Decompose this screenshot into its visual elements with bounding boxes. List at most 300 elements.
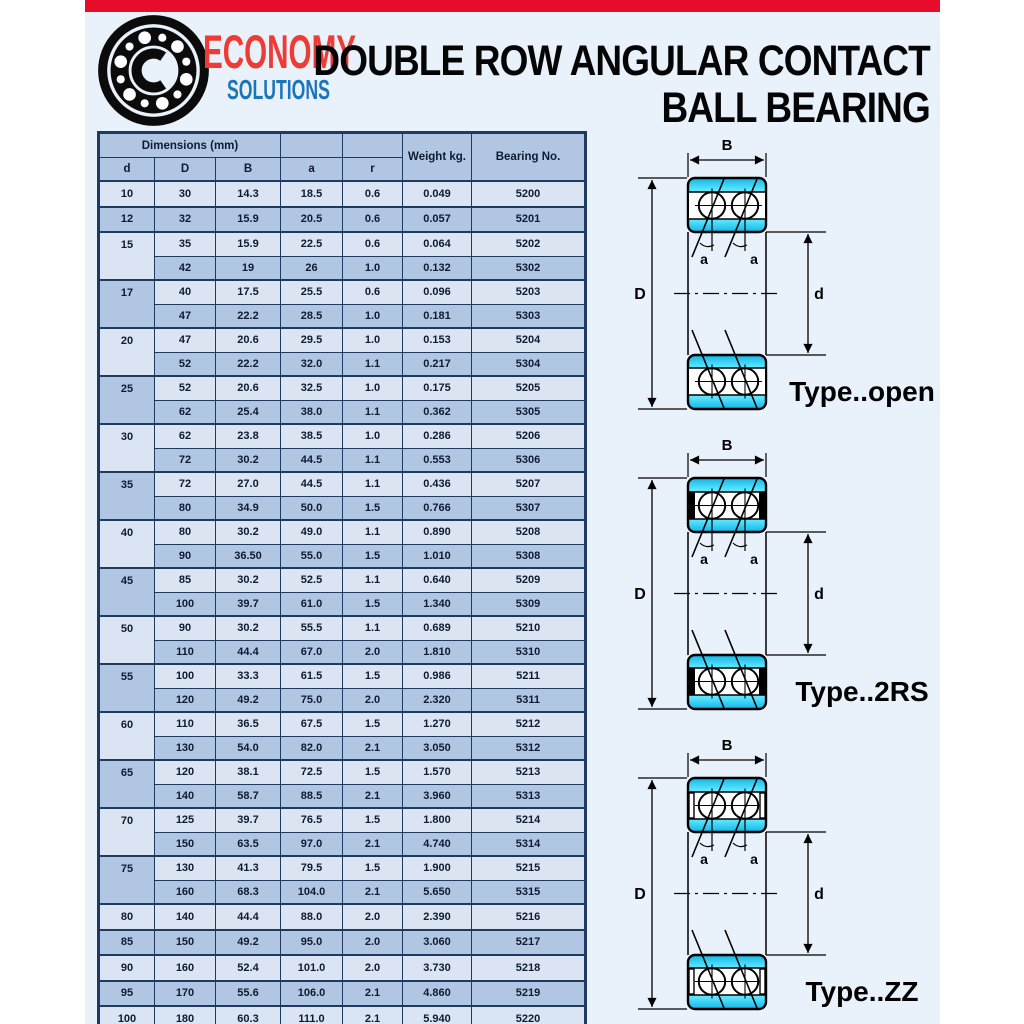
table-row (99, 207, 586, 233)
cell-a: 67.5 (281, 712, 343, 736)
cell-B: 58.7 (216, 784, 281, 808)
cell-r: 1.1 (343, 352, 403, 376)
cell-a: 25.5 (281, 280, 343, 304)
cell-bearing-no: 5313 (472, 784, 586, 808)
cell-d-value: 50 (120, 622, 134, 635)
cell-d (99, 808, 155, 856)
cell-B: 30.2 (216, 448, 281, 472)
dim-label-d: d (814, 886, 824, 903)
cell-d (99, 280, 155, 328)
cell-D: 130 (155, 736, 216, 760)
table-row (99, 981, 586, 1007)
cell-a: 44.5 (281, 472, 343, 496)
cell-d-value: 80 (120, 910, 134, 923)
cell-d-value: 20 (120, 334, 134, 347)
cell-bearing-no: 5209 (472, 568, 586, 592)
cell-d (99, 616, 155, 664)
cell-r: 2.0 (343, 904, 403, 930)
cell-D: 160 (155, 955, 216, 981)
cell-bearing-no: 5203 (472, 280, 586, 304)
cell-B: 36.5 (216, 712, 281, 736)
cell-B: 22.2 (216, 352, 281, 376)
cell-bearing-no: 5315 (472, 880, 586, 904)
cell-r: 2.0 (343, 640, 403, 664)
header-col-a: a (281, 158, 343, 182)
cell-bearing-no: 5219 (472, 981, 586, 1007)
cell-weight: 0.057 (403, 207, 472, 233)
cell-weight: 0.132 (403, 256, 472, 280)
cell-B: 52.4 (216, 955, 281, 981)
cell-a: 20.5 (281, 207, 343, 233)
cell-weight: 0.286 (403, 424, 472, 448)
cell-B: 23.8 (216, 424, 281, 448)
table-row (99, 328, 586, 352)
dim-label-B: B (721, 137, 733, 154)
cell-a: 76.5 (281, 808, 343, 832)
cell-d (99, 207, 155, 233)
cell-B: 55.6 (216, 981, 281, 1007)
cell-a: 32.5 (281, 376, 343, 400)
cell-weight: 2.390 (403, 904, 472, 930)
cell-d-value: 45 (120, 574, 134, 587)
cell-D: 110 (155, 712, 216, 736)
cell-a: 18.5 (281, 181, 343, 207)
cell-bearing-no: 5218 (472, 955, 586, 981)
table-row (99, 955, 586, 981)
cell-d (99, 1006, 155, 1024)
type-label: Type..open (789, 376, 935, 407)
cell-a: 50.0 (281, 496, 343, 520)
cell-r: 1.5 (343, 592, 403, 616)
table-row (99, 760, 586, 784)
cell-d (99, 472, 155, 520)
dim-label-d: d (814, 286, 824, 303)
page-title-line2: BALL BEARING (661, 84, 930, 132)
table-row (99, 664, 586, 688)
dim-label-d: d (814, 586, 824, 603)
table-row (99, 736, 586, 760)
cell-D: 130 (155, 856, 216, 880)
cell-weight: 1.570 (403, 760, 472, 784)
table-row (99, 930, 586, 956)
table-header (99, 133, 586, 182)
cell-weight: 1.900 (403, 856, 472, 880)
header-empty-r (343, 133, 403, 158)
cell-a: 88.5 (281, 784, 343, 808)
diagram-type-zz (630, 733, 940, 1024)
cell-d-value: 90 (120, 961, 134, 974)
table-row (99, 472, 586, 496)
cell-B: 27.0 (216, 472, 281, 496)
cell-D: 140 (155, 904, 216, 930)
cell-d-value: 40 (120, 526, 134, 539)
cell-d (99, 664, 155, 712)
cell-weight: 0.064 (403, 232, 472, 256)
cell-weight: 0.553 (403, 448, 472, 472)
cell-a: 61.0 (281, 592, 343, 616)
cell-a: 106.0 (281, 981, 343, 1007)
cell-D: 100 (155, 664, 216, 688)
cell-d-value: 100 (117, 1012, 137, 1024)
cell-B: 20.6 (216, 328, 281, 352)
cell-D: 72 (155, 448, 216, 472)
cell-D: 47 (155, 304, 216, 328)
cell-d-value: 60 (120, 718, 134, 731)
table-row (99, 448, 586, 472)
cell-weight: 1.010 (403, 544, 472, 568)
cell-a: 38.5 (281, 424, 343, 448)
cell-B: 20.6 (216, 376, 281, 400)
cell-bearing-no: 5211 (472, 664, 586, 688)
cell-B: 15.9 (216, 207, 281, 233)
cell-weight: 0.153 (403, 328, 472, 352)
cell-weight: 0.362 (403, 400, 472, 424)
cell-d-value: 55 (120, 670, 134, 683)
cell-a: 61.5 (281, 664, 343, 688)
cell-a: 95.0 (281, 930, 343, 956)
cell-B: 36.50 (216, 544, 281, 568)
cell-r: 1.1 (343, 520, 403, 544)
cell-weight: 0.436 (403, 472, 472, 496)
cell-weight: 4.740 (403, 832, 472, 856)
cell-D: 52 (155, 376, 216, 400)
cell-bearing-no: 5207 (472, 472, 586, 496)
top-red-bar (85, 0, 940, 12)
cell-weight: 1.800 (403, 808, 472, 832)
cell-a: 32.0 (281, 352, 343, 376)
cell-r: 1.0 (343, 328, 403, 352)
table-row (99, 640, 586, 664)
cell-B: 19 (216, 256, 281, 280)
cell-bearing-no: 5311 (472, 688, 586, 712)
cell-B: 34.9 (216, 496, 281, 520)
cell-weight: 0.986 (403, 664, 472, 688)
cell-weight: 4.860 (403, 981, 472, 1007)
cell-bearing-no: 5220 (472, 1006, 586, 1024)
cell-weight: 0.217 (403, 352, 472, 376)
cell-r: 2.0 (343, 688, 403, 712)
cell-B: 25.4 (216, 400, 281, 424)
cell-B: 14.3 (216, 181, 281, 207)
cell-a: 75.0 (281, 688, 343, 712)
table-row (99, 832, 586, 856)
diagram-type-2rs (630, 433, 940, 725)
cell-weight: 1.270 (403, 712, 472, 736)
cell-bearing-no: 5306 (472, 448, 586, 472)
table-row (99, 904, 586, 930)
cell-D: 52 (155, 352, 216, 376)
cell-a: 97.0 (281, 832, 343, 856)
table-row (99, 232, 586, 256)
cell-bearing-no: 5216 (472, 904, 586, 930)
cell-a: 67.0 (281, 640, 343, 664)
cell-r: 2.1 (343, 880, 403, 904)
table-row (99, 400, 586, 424)
cell-bearing-no: 5212 (472, 712, 586, 736)
cell-weight: 1.810 (403, 640, 472, 664)
cell-bearing-no: 5215 (472, 856, 586, 880)
table-row (99, 856, 586, 880)
table-row (99, 256, 586, 280)
cell-r: 1.1 (343, 472, 403, 496)
cell-bearing-no: 5217 (472, 930, 586, 956)
dim-label-B: B (721, 437, 733, 454)
cell-weight: 5.940 (403, 1006, 472, 1024)
cell-D: 110 (155, 640, 216, 664)
cell-d (99, 981, 155, 1007)
cell-d (99, 904, 155, 930)
cell-D: 90 (155, 544, 216, 568)
cell-B: 68.3 (216, 880, 281, 904)
cell-bearing-no: 5309 (472, 592, 586, 616)
angle-label: a (700, 551, 708, 567)
cell-D: 47 (155, 328, 216, 352)
cell-weight: 0.766 (403, 496, 472, 520)
cell-r: 2.1 (343, 736, 403, 760)
cell-r: 2.1 (343, 1006, 403, 1024)
cell-B: 41.3 (216, 856, 281, 880)
ball-bearing-logo-icon (97, 14, 210, 127)
cell-D: 90 (155, 616, 216, 640)
cell-d-value: 65 (120, 766, 134, 779)
cell-B: 30.2 (216, 520, 281, 544)
cell-D: 35 (155, 232, 216, 256)
cell-D: 80 (155, 496, 216, 520)
cell-D: 80 (155, 520, 216, 544)
cell-weight: 1.340 (403, 592, 472, 616)
cell-d-value: 25 (120, 382, 134, 395)
cell-D: 180 (155, 1006, 216, 1024)
cell-r: 2.0 (343, 955, 403, 981)
cell-weight: 3.960 (403, 784, 472, 808)
brand-subname: SOLUTIONS (227, 74, 330, 105)
cell-weight: 0.049 (403, 181, 472, 207)
cell-weight: 5.650 (403, 880, 472, 904)
cell-B: 30.2 (216, 616, 281, 640)
cell-d (99, 520, 155, 568)
angle-label: a (700, 851, 708, 867)
cell-D: 40 (155, 280, 216, 304)
cell-a: 72.5 (281, 760, 343, 784)
cell-r: 1.5 (343, 544, 403, 568)
cell-r: 1.0 (343, 304, 403, 328)
cell-a: 79.5 (281, 856, 343, 880)
table-body (99, 181, 586, 1024)
cell-weight: 0.640 (403, 568, 472, 592)
cell-r: 1.5 (343, 760, 403, 784)
angle-label: a (700, 251, 708, 267)
cell-bearing-no: 5303 (472, 304, 586, 328)
cell-d-value: 30 (120, 430, 134, 443)
cell-bearing-no: 5312 (472, 736, 586, 760)
cell-d (99, 232, 155, 280)
cell-bearing-no: 5314 (472, 832, 586, 856)
cell-d (99, 712, 155, 760)
cell-d-value: 10 (120, 187, 134, 200)
cell-B: 33.3 (216, 664, 281, 688)
table-row (99, 592, 586, 616)
cell-d (99, 376, 155, 424)
header-bearing-no: Bearing No. (472, 133, 586, 182)
cell-r: 0.6 (343, 181, 403, 207)
page-title (313, 38, 930, 132)
cell-r: 1.1 (343, 400, 403, 424)
cell-a: 38.0 (281, 400, 343, 424)
table-row (99, 616, 586, 640)
cell-weight: 0.096 (403, 280, 472, 304)
bearing-spec-table (97, 131, 587, 1024)
cell-d-value: 12 (120, 213, 134, 226)
header-dimensions: Dimensions (mm) (99, 133, 281, 158)
cell-r: 1.5 (343, 856, 403, 880)
cell-B: 60.3 (216, 1006, 281, 1024)
cell-B: 54.0 (216, 736, 281, 760)
cell-r: 1.5 (343, 712, 403, 736)
cell-bearing-no: 5214 (472, 808, 586, 832)
dim-label-D: D (634, 586, 646, 603)
cell-weight: 3.050 (403, 736, 472, 760)
table-row (99, 496, 586, 520)
cell-B: 17.5 (216, 280, 281, 304)
header-col-r: r (343, 158, 403, 182)
cell-weight: 3.730 (403, 955, 472, 981)
cell-bearing-no: 5205 (472, 376, 586, 400)
cell-weight: 3.060 (403, 930, 472, 956)
cell-d (99, 930, 155, 956)
cell-d-value: 85 (120, 936, 134, 949)
cell-D: 150 (155, 832, 216, 856)
table-row (99, 808, 586, 832)
cell-B: 49.2 (216, 930, 281, 956)
dim-label-D: D (634, 286, 646, 303)
cell-bearing-no: 5202 (472, 232, 586, 256)
cell-B: 15.9 (216, 232, 281, 256)
cell-B: 39.7 (216, 592, 281, 616)
cell-D: 42 (155, 256, 216, 280)
table-row (99, 520, 586, 544)
cell-a: 26 (281, 256, 343, 280)
header-col-B: B (216, 158, 281, 182)
cell-B: 63.5 (216, 832, 281, 856)
cell-r: 1.0 (343, 256, 403, 280)
cell-a: 82.0 (281, 736, 343, 760)
header-col-D: D (155, 158, 216, 182)
cell-r: 2.1 (343, 832, 403, 856)
cell-d-value: 75 (120, 862, 134, 875)
cell-r: 1.5 (343, 496, 403, 520)
cell-r: 0.6 (343, 280, 403, 304)
cell-bearing-no: 5206 (472, 424, 586, 448)
table-row (99, 424, 586, 448)
cell-D: 72 (155, 472, 216, 496)
cell-a: 29.5 (281, 328, 343, 352)
cell-r: 1.1 (343, 616, 403, 640)
brand-name: ECONOMY (203, 25, 357, 78)
cell-D: 30 (155, 181, 216, 207)
cell-r: 0.6 (343, 232, 403, 256)
cell-d (99, 181, 155, 207)
cell-r: 0.6 (343, 207, 403, 233)
cell-D: 85 (155, 568, 216, 592)
cell-B: 44.4 (216, 904, 281, 930)
cell-weight: 0.689 (403, 616, 472, 640)
cell-r: 1.1 (343, 448, 403, 472)
cell-d (99, 955, 155, 981)
cell-r: 1.1 (343, 568, 403, 592)
cell-r: 2.0 (343, 930, 403, 956)
cell-bearing-no: 5307 (472, 496, 586, 520)
angle-label: a (750, 551, 758, 567)
cell-bearing-no: 5213 (472, 760, 586, 784)
table-row (99, 712, 586, 736)
cell-d-value: 95 (120, 987, 134, 1000)
cell-B: 22.2 (216, 304, 281, 328)
table-row (99, 784, 586, 808)
table-row (99, 280, 586, 304)
table-row (99, 688, 586, 712)
angle-label: a (750, 851, 758, 867)
cell-D: 32 (155, 207, 216, 233)
header-empty-a (281, 133, 343, 158)
cell-bearing-no: 5310 (472, 640, 586, 664)
cell-d (99, 328, 155, 376)
table-row (99, 352, 586, 376)
cell-a: 88.0 (281, 904, 343, 930)
dim-label-B: B (721, 737, 733, 754)
cell-d-value: 15 (120, 238, 134, 251)
cell-r: 1.5 (343, 664, 403, 688)
cell-d-value: 70 (120, 814, 134, 827)
diagram-type-open (630, 133, 940, 425)
cell-a: 28.5 (281, 304, 343, 328)
cell-weight: 0.181 (403, 304, 472, 328)
cell-D: 160 (155, 880, 216, 904)
cell-D: 120 (155, 760, 216, 784)
cell-bearing-no: 5208 (472, 520, 586, 544)
cell-weight: 0.175 (403, 376, 472, 400)
table-row (99, 568, 586, 592)
cell-bearing-no: 5302 (472, 256, 586, 280)
cell-D: 62 (155, 400, 216, 424)
cell-a: 22.5 (281, 232, 343, 256)
table-row (99, 880, 586, 904)
cell-a: 111.0 (281, 1006, 343, 1024)
cell-a: 49.0 (281, 520, 343, 544)
cell-B: 38.1 (216, 760, 281, 784)
cell-D: 150 (155, 930, 216, 956)
cell-a: 104.0 (281, 880, 343, 904)
cell-d-value: 17 (120, 286, 134, 299)
cell-B: 49.2 (216, 688, 281, 712)
cell-a: 55.0 (281, 544, 343, 568)
table-row (99, 1006, 586, 1024)
type-label: Type..ZZ (805, 976, 919, 1007)
header-weight: Weight kg. (403, 133, 472, 182)
table-row (99, 181, 586, 207)
cell-d (99, 568, 155, 616)
angle-label: a (750, 251, 758, 267)
catalog-sheet (85, 0, 940, 1024)
cell-bearing-no: 5204 (472, 328, 586, 352)
cell-d (99, 424, 155, 472)
cell-bearing-no: 5304 (472, 352, 586, 376)
cell-bearing-no: 5308 (472, 544, 586, 568)
cell-a: 101.0 (281, 955, 343, 981)
cell-r: 1.5 (343, 808, 403, 832)
cell-a: 55.5 (281, 616, 343, 640)
cell-bearing-no: 5200 (472, 181, 586, 207)
cell-D: 120 (155, 688, 216, 712)
